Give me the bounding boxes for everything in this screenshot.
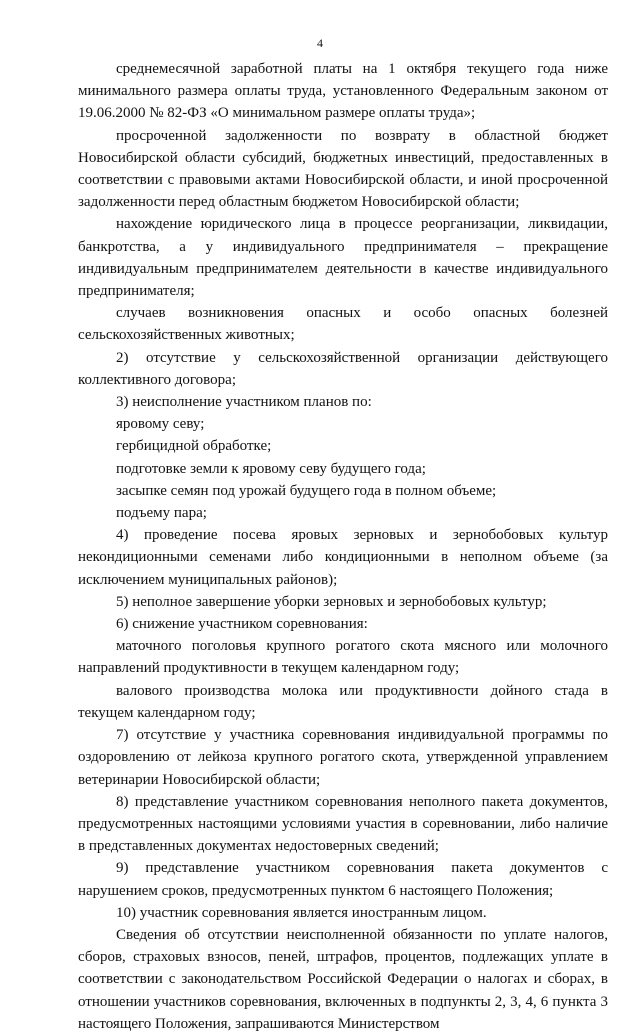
paragraph: 4) проведение посева яровых зерновых и зернобобовых культур некондиционными семенами либо кондиционными в неполном объеме (за исключением муниципальных районов);: [78, 527, 608, 588]
paragraph: 2) отсутствие у сельскохозяйственной организации действующего коллективного договора;: [78, 349, 608, 388]
paragraph: валового производства молока или продуктивности дойного стада в текущем календарном году;: [78, 682, 608, 721]
paragraph: яровому севу;: [116, 416, 205, 433]
paragraph: 7) отсутствие у участника соревнования индивидуальной программы по оздоровлению от лейкоза крупного рогатого скота, утвержденной управлением ветеринарии Новосибирской области;: [78, 727, 608, 788]
page-number: 4: [317, 36, 323, 50]
paragraph: подготовке земли к яровому севу будущего года;: [116, 460, 426, 477]
paragraph: 3) неисполнение участником планов по:: [116, 394, 372, 411]
paragraph: 8) представление участником соревнования неполного пакета документов, предусмотренных настоящими условиями участия в соревновании, либо наличие в представленных документах недостоверных сведений;: [78, 793, 608, 855]
paragraph: 9) представление участником соревнования пакета документов с нарушением сроков, предусмотренных пунктом 6 настоящего Положения;: [78, 860, 608, 899]
paragraph: подъему пара;: [116, 505, 207, 522]
paragraph: 6) снижение участником соревнования:: [116, 616, 368, 633]
paragraph: нахождение юридического лица в процессе реорганизации, ликвидации, банкротства, а у индивидуального предпринимателя – прекращение индивидуальным предпринимателем деятельности в качестве индивидуального предпринимателя;: [78, 216, 608, 300]
paragraph: гербицидной обработке;: [116, 438, 272, 455]
paragraph: 10) участник соревнования является иностранным лицом.: [116, 904, 487, 921]
paragraph: засыпке семян под урожай будущего года в полном объеме;: [116, 482, 497, 499]
paragraph: случаев возникновения опасных и особо опасных болезней сельскохозяйственных животных;: [78, 305, 608, 344]
paragraph: маточного поголовья крупного рогатого скота мясного или молочного направлений продуктивности в текущем календарном году;: [78, 638, 608, 677]
paragraph: 5) неполное завершение уборки зерновых и зернобобовых культур;: [116, 593, 547, 610]
document-body: [78, 58, 608, 1035]
paragraph: среднемесячной заработной платы на 1 октября текущего года ниже минимального размера оплаты труда, установленного Федеральным законом от 19.06.2000 № 82-ФЗ «О минимальном размере оплаты труда»;: [78, 61, 608, 122]
paragraph: просроченной задолженности по возврату в областной бюджет Новосибирской области субсидий, бюджетных инвестиций, предоставленных в соответствии с правовыми актами Новосибирской области, и иной просроченной задолженности перед областным бюджетом Новосибирской области;: [78, 127, 608, 211]
paragraph: Сведения об отсутствии неисполненной обязанности по уплате налогов, сборов, страховых взносов, пеней, штрафов, процентов, подлежащих уплате в соответствии с законодательством Российской Федерации о налогах и сборах, в отношении участников соревнования, включенных в подпункты 2, 3, 4, 6 пункта 3 настоящего Положения, запрашиваются Министерством: [78, 926, 608, 1032]
